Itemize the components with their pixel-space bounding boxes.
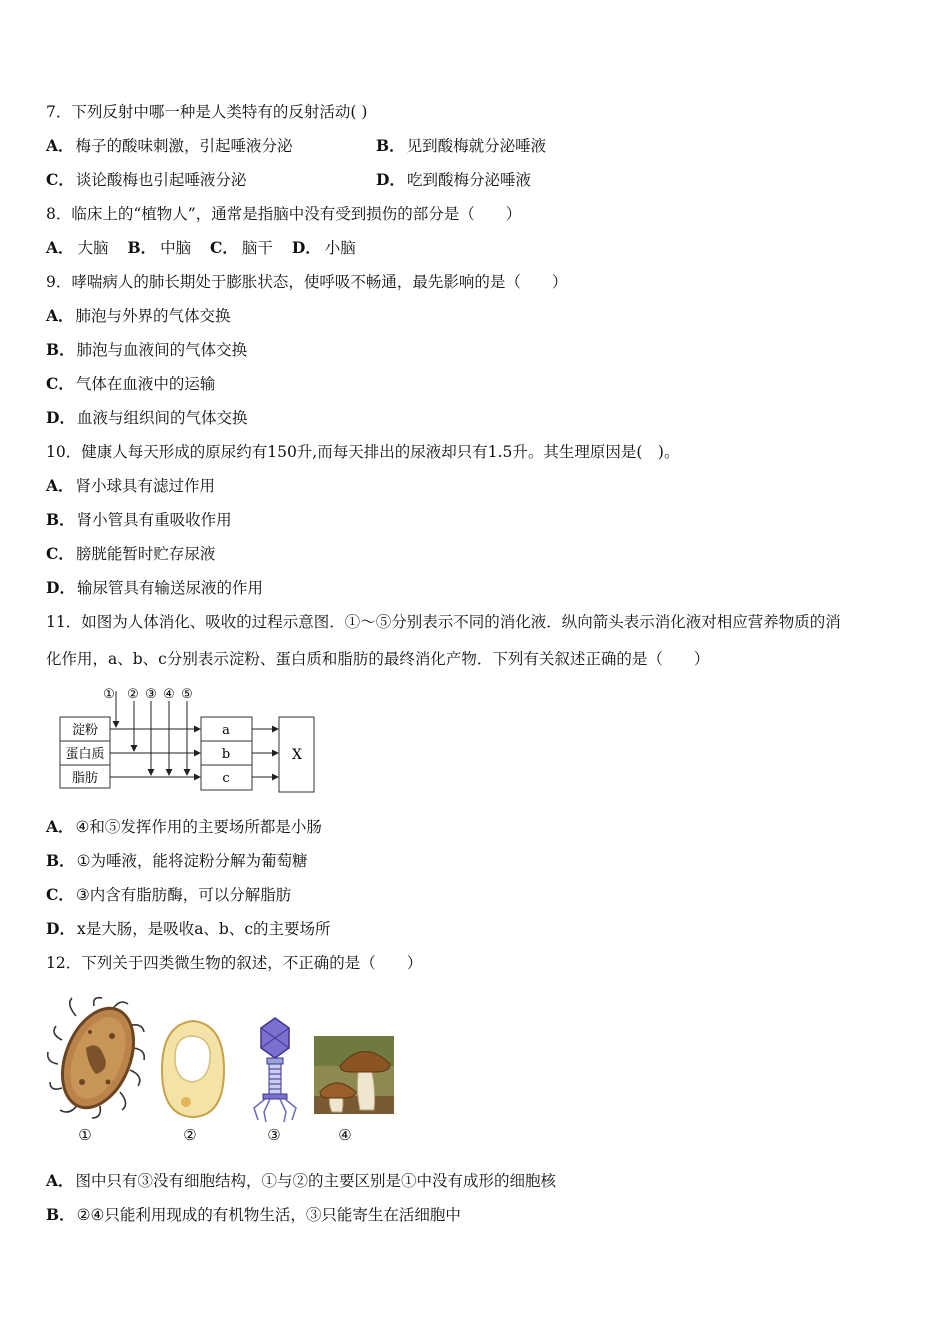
image-label-1: ① bbox=[78, 1126, 92, 1144]
image-label-4: ④ bbox=[338, 1126, 352, 1144]
bacterium-image bbox=[46, 996, 150, 1122]
q12-option-b bbox=[46, 1204, 461, 1226]
q9-option-b bbox=[46, 339, 247, 361]
option-label: B． bbox=[46, 340, 75, 359]
option-label: A． bbox=[46, 1171, 74, 1190]
enzyme-number-2: ② bbox=[127, 687, 139, 702]
enzyme-number-4: ④ bbox=[163, 687, 175, 702]
option-label: D． bbox=[46, 408, 75, 427]
option-label: A． bbox=[46, 136, 74, 155]
q8-option-d bbox=[292, 239, 356, 257]
q7-stem: 7．下列反射中哪一种是人类特有的反射活动( ) bbox=[46, 103, 368, 121]
q8-option-a bbox=[46, 239, 109, 257]
option-text: x是大肠，是吸收a、b、c的主要场所 bbox=[76, 920, 331, 938]
image-label-3: ③ bbox=[267, 1126, 281, 1144]
q12-option-a bbox=[46, 1170, 556, 1192]
option-label: C． bbox=[46, 170, 74, 189]
option-label: B． bbox=[46, 1205, 75, 1224]
target-x: X bbox=[292, 747, 302, 763]
option-text: 吃到酸梅分泌唾液 bbox=[406, 171, 531, 189]
q9-option-a bbox=[46, 305, 231, 327]
q7-option-b bbox=[376, 135, 546, 157]
option-text: ③内含有脂肪酶，可以分解脂肪 bbox=[75, 886, 292, 904]
option-text: 输尿管具有输送尿液的作用 bbox=[76, 579, 263, 597]
nutrient-fat: 脂肪 bbox=[71, 771, 99, 786]
option-text: 见到酸梅就分泌唾液 bbox=[406, 137, 547, 155]
q10-stem: 10．健康人每天形成的原尿约有150升,而每天排出的尿液却只有1.5升。其生理原因是( )。 bbox=[46, 443, 680, 461]
option-label: D． bbox=[46, 919, 75, 938]
bacteriophage-image bbox=[248, 1016, 302, 1124]
option-label: C． bbox=[210, 238, 238, 257]
image-label-2: ② bbox=[183, 1126, 197, 1144]
option-label: A． bbox=[46, 817, 74, 836]
q11-stem-line2: 化作用，a、b、c分别表示淀粉、蛋白质和脂肪的最终消化产物．下列有关叙述正确的是（ ） bbox=[46, 650, 710, 668]
option-label: C． bbox=[46, 374, 74, 393]
option-label: B． bbox=[46, 510, 75, 529]
option-text: 梅子的酸味刺激，引起唾液分泌 bbox=[75, 137, 293, 155]
mushroom-image bbox=[314, 1036, 394, 1114]
option-text: 肾小管具有重吸收作用 bbox=[76, 511, 232, 529]
option-text: 小脑 bbox=[324, 239, 356, 257]
enzyme-number-5: ⑤ bbox=[181, 687, 193, 702]
q9-stem: 9．哮喘病人的肺长期处于膨胀状态，使呼吸不畅通，最先影响的是（ ） bbox=[46, 273, 568, 291]
option-text: 肺泡与血液间的气体交换 bbox=[76, 341, 248, 359]
option-text: 谈论酸梅也引起唾液分泌 bbox=[75, 171, 247, 189]
option-text: 血液与组织间的气体交换 bbox=[76, 409, 248, 427]
nutrient-protein: 蛋白质 bbox=[65, 747, 105, 762]
q10-option-a bbox=[46, 475, 215, 497]
option-text: 脑干 bbox=[241, 239, 273, 257]
digestion-diagram bbox=[54, 683, 324, 795]
q12-stem: 12．下列关于四类微生物的叙述，不正确的是（ ） bbox=[46, 954, 423, 972]
q11-option-b bbox=[46, 850, 308, 872]
option-text: 肺泡与外界的气体交换 bbox=[75, 307, 231, 325]
option-text: ②④只能利用现成的有机物生活，③只能寄生在活细胞中 bbox=[76, 1206, 461, 1224]
q8-stem: 8．临床上的“植物人”，通常是指脑中没有受到损伤的部分是（ ） bbox=[46, 205, 522, 223]
option-label: D． bbox=[376, 170, 405, 189]
product-b: b bbox=[221, 747, 231, 762]
option-label: D． bbox=[291, 238, 321, 257]
option-label: C． bbox=[46, 885, 74, 904]
option-label: A． bbox=[46, 238, 74, 257]
q8-option-c bbox=[210, 239, 273, 257]
option-label: B． bbox=[127, 238, 157, 257]
q10-option-c bbox=[46, 543, 215, 565]
q11-option-d bbox=[46, 918, 331, 940]
q8-option-b bbox=[127, 239, 191, 257]
option-text: 中脑 bbox=[160, 239, 192, 257]
option-label: C． bbox=[46, 544, 74, 563]
q7-option-a bbox=[46, 135, 293, 157]
enzyme-number-3: ③ bbox=[145, 687, 157, 702]
q7-option-d bbox=[376, 169, 531, 191]
option-label: B． bbox=[376, 136, 405, 155]
q7-option-c bbox=[46, 169, 246, 191]
q11-option-a bbox=[46, 816, 322, 838]
q8-options bbox=[46, 237, 370, 259]
option-text: 大脑 bbox=[77, 239, 109, 257]
option-text: ④和⑤发挥作用的主要场所都是小肠 bbox=[75, 818, 322, 836]
nutrient-starch: 淀粉 bbox=[71, 723, 99, 738]
q11-stem-line1: 11．如图为人体消化、吸收的过程示意图．①～⑤分别表示不同的消化液．纵向箭头表示消化液对相应营养物质的消 bbox=[46, 613, 841, 631]
product-a: a bbox=[222, 723, 230, 738]
option-text: ①为唾液，能将淀粉分解为葡萄糖 bbox=[76, 852, 308, 870]
q9-option-d bbox=[46, 407, 247, 429]
q10-option-d bbox=[46, 577, 263, 599]
q9-option-c bbox=[46, 373, 215, 395]
option-text: 气体在血液中的运输 bbox=[75, 375, 216, 393]
q10-option-b bbox=[46, 509, 232, 531]
option-label: B． bbox=[46, 851, 75, 870]
option-label: A． bbox=[46, 476, 74, 495]
option-text: 肾小球具有滤过作用 bbox=[75, 477, 216, 495]
option-text: 图中只有③没有细胞结构，①与②的主要区别是①中没有成形的细胞核 bbox=[75, 1172, 557, 1190]
enzyme-number-1: ① bbox=[103, 687, 115, 702]
yeast-cell-image bbox=[158, 1018, 228, 1120]
q11-option-c bbox=[46, 884, 291, 906]
option-text: 膀胱能暂时贮存尿液 bbox=[75, 545, 216, 563]
product-c: c bbox=[222, 771, 230, 786]
option-label: A． bbox=[46, 306, 74, 325]
option-label: D． bbox=[46, 578, 75, 597]
